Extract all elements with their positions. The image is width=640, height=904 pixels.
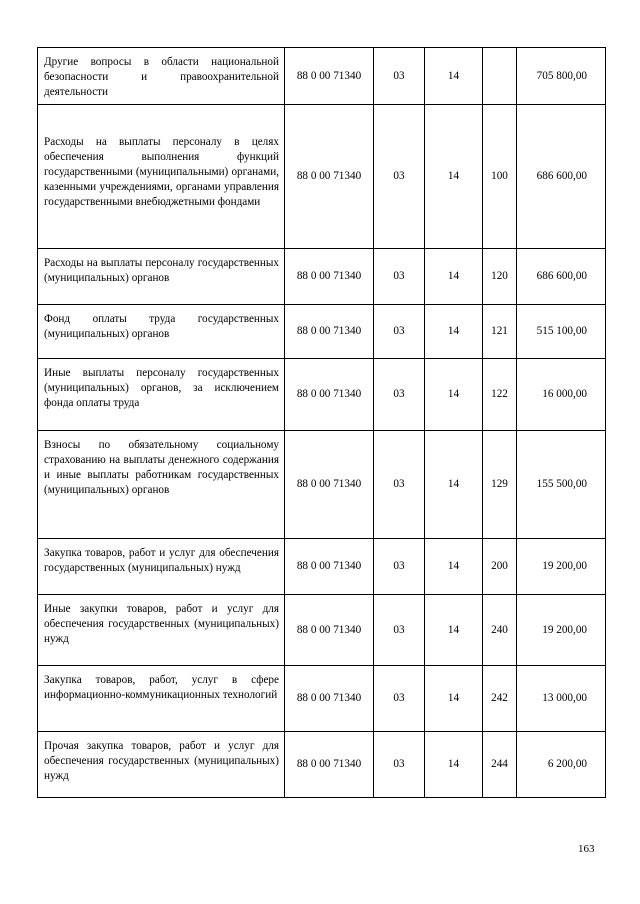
row-name-cell: Закупка товаров, работ, услуг в сфере информационно-коммуникационных технологий [38,666,285,732]
table-row [38,595,606,666]
section-cell: 03 [374,431,425,539]
subsection-cell: 14 [425,48,483,105]
expense-type-cell: 242 [483,666,517,732]
subsection-cell: 14 [425,666,483,732]
row-name-cell: Другие вопросы в области национальной безопасности и правоохранительной деятельности [38,48,285,105]
amount-cell: 155 500,00 [517,431,606,539]
target-code-cell: 88 0 00 71340 [285,359,374,431]
subsection-cell: 14 [425,595,483,666]
table-row [38,666,606,732]
section-cell: 03 [374,249,425,305]
page-number: 163 [578,843,595,855]
table-row [38,539,606,595]
amount-cell: 705 800,00 [517,48,606,105]
subsection-cell: 14 [425,539,483,595]
expense-type-cell: 122 [483,359,517,431]
row-name-cell: Расходы на выплаты персоналу в целях обеспечения выполнения функций государственными (муниципальными) органами, казенными учреждениями, органами управления государственными внебюджетными фондами [38,105,285,249]
section-cell: 03 [374,305,425,359]
row-name-cell: Расходы на выплаты персоналу государственных (муниципальных) органов [38,249,285,305]
amount-cell: 19 200,00 [517,539,606,595]
row-name-cell: Взносы по обязательному социальному страхованию на выплаты денежного содержания и иные выплаты работникам государственных (муниципальных) органов [38,431,285,539]
expense-type-cell: 129 [483,431,517,539]
target-code-cell: 88 0 00 71340 [285,732,374,798]
expense-type-cell: 120 [483,249,517,305]
expense-type-cell: 240 [483,595,517,666]
section-cell: 03 [374,359,425,431]
section-cell: 03 [374,732,425,798]
subsection-cell: 14 [425,105,483,249]
expense-type-cell: 100 [483,105,517,249]
table-row [38,431,606,539]
amount-cell: 686 600,00 [517,105,606,249]
section-cell: 03 [374,666,425,732]
budget-table [37,47,606,798]
table-row [38,732,606,798]
table-row [38,48,606,105]
subsection-cell: 14 [425,732,483,798]
table-row [38,359,606,431]
amount-cell: 19 200,00 [517,595,606,666]
target-code-cell: 88 0 00 71340 [285,666,374,732]
section-cell: 03 [374,105,425,249]
amount-cell: 515 100,00 [517,305,606,359]
section-cell: 03 [374,595,425,666]
expense-type-cell [483,48,517,105]
table-row [38,305,606,359]
amount-cell: 686 600,00 [517,249,606,305]
row-name-cell: Иные выплаты персоналу государственных (муниципальных) органов, за исключением фонда оплаты труда [38,359,285,431]
subsection-cell: 14 [425,249,483,305]
table-row [38,249,606,305]
subsection-cell: 14 [425,305,483,359]
target-code-cell: 88 0 00 71340 [285,305,374,359]
expense-type-cell: 200 [483,539,517,595]
subsection-cell: 14 [425,359,483,431]
target-code-cell: 88 0 00 71340 [285,48,374,105]
target-code-cell: 88 0 00 71340 [285,539,374,595]
row-name-cell: Иные закупки товаров, работ и услуг для обеспечения государственных (муниципальных) нужд [38,595,285,666]
row-name-cell: Закупка товаров, работ и услуг для обеспечения государственных (муниципальных) нужд [38,539,285,595]
amount-cell: 16 000,00 [517,359,606,431]
target-code-cell: 88 0 00 71340 [285,105,374,249]
expense-type-cell: 244 [483,732,517,798]
expense-type-cell: 121 [483,305,517,359]
subsection-cell: 14 [425,431,483,539]
target-code-cell: 88 0 00 71340 [285,595,374,666]
target-code-cell: 88 0 00 71340 [285,431,374,539]
row-name-cell: Фонд оплаты труда государственных (муниципальных) органов [38,305,285,359]
section-cell: 03 [374,539,425,595]
table-row [38,105,606,249]
target-code-cell: 88 0 00 71340 [285,249,374,305]
amount-cell: 13 000,00 [517,666,606,732]
amount-cell: 6 200,00 [517,732,606,798]
row-name-cell: Прочая закупка товаров, работ и услуг для обеспечения государственных (муниципальных) нужд [38,732,285,798]
section-cell: 03 [374,48,425,105]
